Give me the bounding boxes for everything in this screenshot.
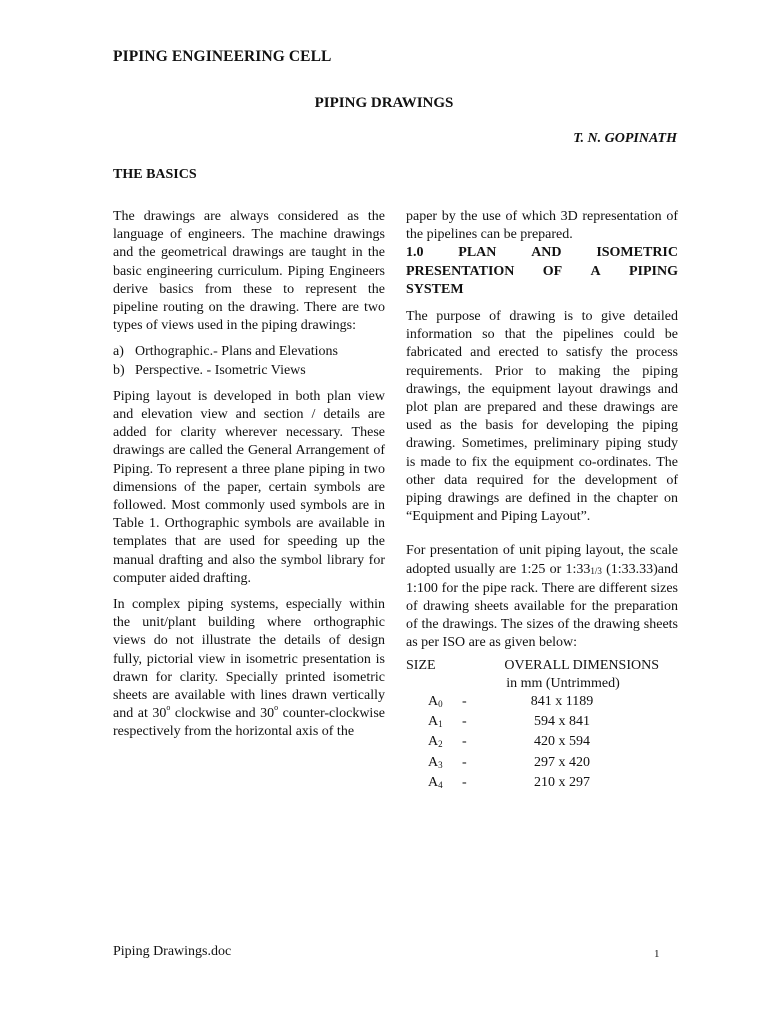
column-header-dimensions: OVERALL DIMENSIONS (504, 657, 659, 673)
paragraph-intro: The drawings are always considered as the language of engineers. The machine drawings and the geometrical drawings are taught in the basic engineering curriculum. Piping Engineers derive basics from these to represent the pipeline routing on the drawing. There are two types of views used in the piping drawings: (113, 209, 385, 334)
dash-cell: - (462, 754, 467, 770)
paragraph-isometric (113, 596, 385, 742)
text-segment: clockwise and 30 (170, 706, 275, 722)
paragraph-continuation: paper by the use of which 3D representation of the pipelines can be prepared. (406, 209, 678, 243)
dimension-cell: 841 x 1189 (530, 694, 594, 710)
table-row (406, 693, 678, 713)
text-segment: In complex piping systems, especially within the unit/plant building where orthographic views do not illustrate the details of design fully, pictorial view in isometric presentation is drawn for clarity. Specially printed isometric sheets are available with lines drawn vertically and at 30 (113, 597, 385, 722)
section-heading-plan-isometric (406, 244, 678, 299)
degree-mark: o (166, 703, 171, 713)
size-cell: A0 (428, 694, 443, 710)
view-types-list (113, 343, 385, 379)
author-name: T. N. GOPINATH (573, 131, 677, 146)
table-row (406, 774, 678, 794)
heading-word: ISOMETRIC (596, 245, 678, 261)
dimension-cell: 420 x 594 (534, 734, 590, 750)
table-row (406, 733, 678, 753)
sheet-size-table (406, 657, 678, 794)
heading-line: SYSTEM (406, 281, 464, 297)
text-segment: For presentation of unit piping layout, the scale adopted usually are 1:25 or 1:33 (406, 543, 678, 577)
list-item-text: Orthographic.- Plans and Elevations (135, 344, 338, 360)
heading-word: PLAN (458, 245, 497, 261)
heading-word: A (590, 263, 601, 279)
dimension-cell: 594 x 841 (534, 714, 590, 730)
paragraph-layout: Piping layout is developed in both plan view and elevation view and section / details are added for clarity wherever necessary. These drawings are called the General Arrangement of Piping. To represent a three plane piping in two dimensions of the paper, certain symbols are followed. Most commonly used symbols are in Table 1. Orthographic symbols are available in templates that are used for speeding up the manual drafting and also the symbol library for computer aided drafting. (113, 388, 385, 586)
heading-word: PIPING (629, 263, 678, 279)
degree-mark: o (274, 703, 279, 713)
heading-line (406, 263, 678, 281)
dash-cell: - (462, 734, 467, 750)
table-unit-note: in mm (Untrimmed) (506, 675, 620, 691)
list-marker: a) (113, 344, 124, 360)
paragraph-purpose: The purpose of drawing is to give detailed information so that the pipelines could be fabricated and erected to satisfy the process requirements. Prior to making the piping drawings, the equipment layout drawings and plot plan are prepared and these drawings are used as the basis for developing the piping drawing. Sometimes, preliminary piping study is made to fix the equipment co-ordinates. The other data required for the development of piping drawings are defined in the chapter on “Equipment and Piping Layout”. (406, 309, 678, 525)
section-heading-basics: THE BASICS (113, 167, 197, 182)
list-item (113, 362, 385, 380)
dimension-cell: 297 x 420 (534, 754, 590, 770)
right-column (406, 208, 678, 794)
table-header (406, 657, 678, 675)
list-item-text: Perspective. - Isometric Views (135, 362, 306, 378)
paragraph-scale (406, 542, 678, 652)
heading-word: 1.0 (406, 245, 424, 261)
list-marker: b) (113, 362, 125, 378)
left-column (113, 208, 385, 750)
text-segment: (1:33.33)and 1:100 for the pipe rack. There are different sizes of drawing sheets available for the preparation of the drawings. The sizes of the drawing sheets as per ISO are as given below: (406, 561, 678, 651)
footer-page-number: 1 (654, 948, 660, 960)
dimension-cell: 210 x 297 (534, 774, 590, 790)
document-title: PIPING DRAWINGS (314, 95, 454, 111)
size-cell: A2 (428, 734, 443, 750)
size-cell: A4 (428, 774, 443, 790)
heading-line (406, 244, 678, 262)
dash-cell: - (462, 694, 467, 710)
column-header-size: SIZE (406, 657, 436, 673)
header-title: PIPING ENGINEERING CELL (113, 48, 332, 65)
table-row (406, 713, 678, 733)
text-segment: counter-clockwise respectively from the horizontal axis of the (113, 706, 385, 740)
table-row (406, 754, 678, 774)
dash-cell: - (462, 714, 467, 730)
dash-cell: - (462, 774, 467, 790)
heading-word: PRESENTATION (406, 263, 515, 279)
size-cell: A3 (428, 754, 443, 770)
footer-filename: Piping Drawings.doc (113, 944, 232, 959)
heading-word: OF (542, 263, 563, 279)
size-cell: A1 (428, 714, 443, 730)
heading-word: AND (531, 245, 562, 261)
list-item (113, 343, 385, 361)
fraction-text: 1/3 (590, 565, 602, 576)
